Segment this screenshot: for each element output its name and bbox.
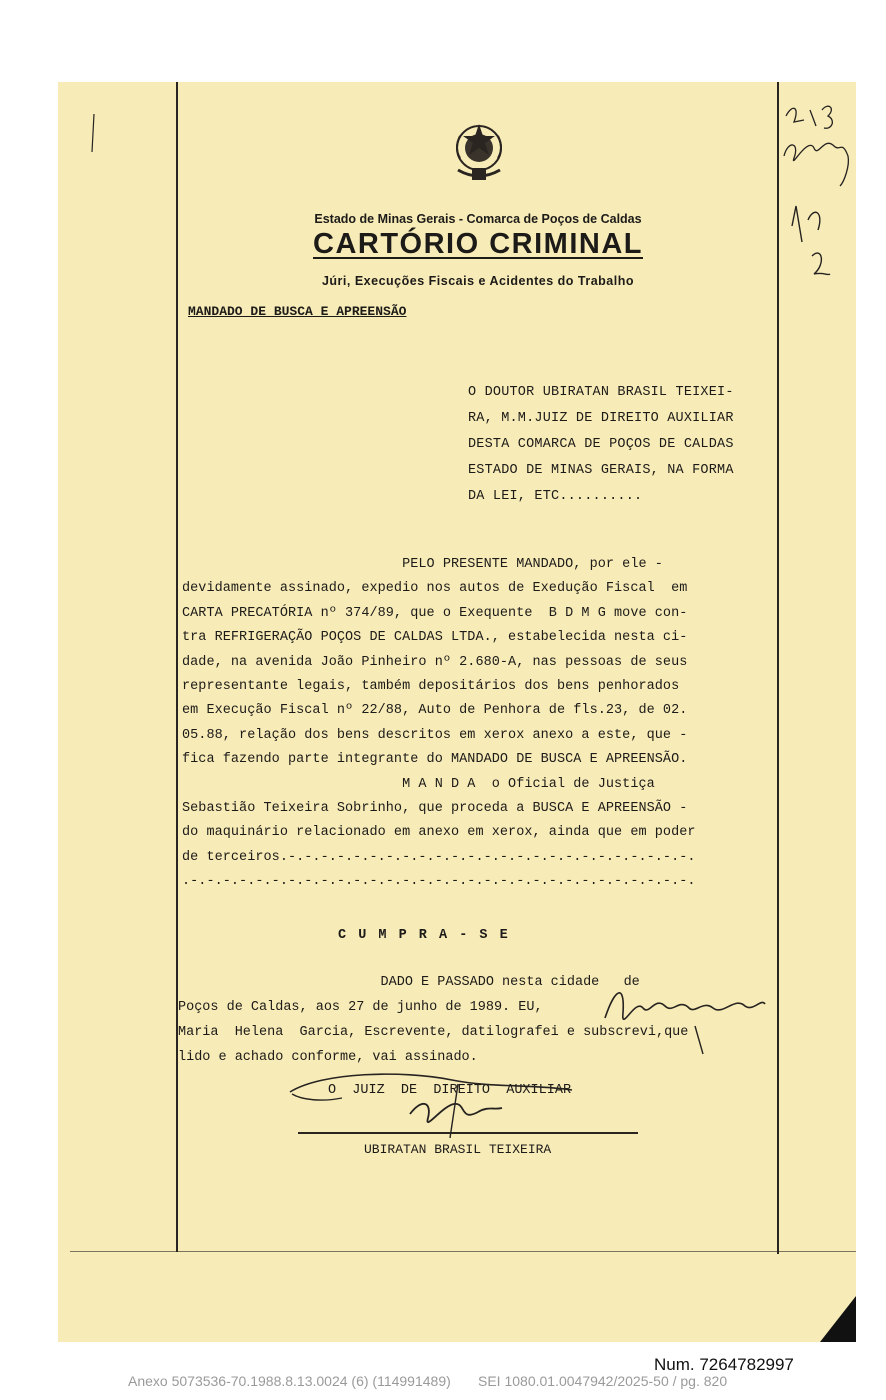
document-reference: Anexo 5073536-70.1988.8.13.0024 (6) (114991489) SEI 1080.01.0047942/2025-50 / pg. 820 (128, 1373, 728, 1389)
coat-of-arms-icon (450, 118, 508, 188)
closing-text: DADO E PASSADO nesta cidade de Poços de Caldas, aos 27 de junho de 1989. EU, Maria Helena Garcia, Escrevente, datilografei e subscrevi,que lido e achado conforme, vai assinado. (178, 975, 689, 1065)
scrivener-signature-icon (595, 978, 771, 1058)
page-corner-fold-icon (820, 1296, 856, 1342)
document-number: Num. 7264782997 (654, 1355, 794, 1374)
margin-mark-icon (86, 112, 102, 156)
cumpra-se-text: C U M P R A - S E (338, 928, 510, 943)
preamble-text: O DOUTOR UBIRATAN BRASIL TEIXEI- RA, M.M.JUIZ DE DIREITO AUXILIAR DESTA COMARCA DE POÇOS DE CALDAS ESTADO DE MINAS GERAIS, NA FORMA DA LEI, ETC.......... (468, 385, 734, 504)
judge-title-label: O JUIZ DE DIREITO AUXILIAR (328, 1083, 572, 1098)
body-text: PELO PRESENTE MANDADO, por ele - devidamente assinado, expedio nos autos de Exedução Fiscal em CARTA PRECATÓRIA nº 374/89, que o Exequente B D M G move con- tra REFRIGERAÇÃO POÇOS DE CALDAS LTDA., estabelecida nesta ci- dade, na avenida João Pinheiro nº 2.680-A, nas pessoas de seus representante legais, também depositários dos bens penhorados em Execução Fiscal nº 22/88, Auto de Penhora de fls.23, de 02. 05.88, relação dos bens descritos em xerox anexo a este, que - fica fazendo parte integrante do MANDADO DE BUSCA E APREENSÃO. M A N D A o Oficial de Justiça Sebastião Teixeira Sobrinho, que proceda a BUSCA E APREENSÃO - do maquinário relacionado em anexo em xerox, ainda que em poder de terceiros.-.-.-.-.-.-.-.-.-.-.-.-.-.-.-.-.-.-.-.-.-.-.-.-.-. .-.-.-.-.-.-.-.-.-.-.-.-.-.-.-.-.-.-.-.-.-.-.-.-.-.-.-.-.-.-.-. (182, 557, 696, 890)
margin-handwritten-note-icon (778, 96, 858, 296)
judge-name: UBIRATAN BRASIL TEIXEIRA (364, 1142, 552, 1157)
judge-signature-icon (282, 1062, 582, 1140)
state-line: Estado de Minas Gerais - Comarca de Poços de Caldas (314, 212, 642, 226)
bottom-rule (70, 1251, 856, 1252)
office-subtitle: Júri, Execuções Fiscais e Acidentes do Trabalho (321, 274, 635, 288)
document-title: MANDADO DE BUSCA E APREENSÃO (188, 304, 407, 319)
office-title: CARTÓRIO CRIMINAL (313, 228, 643, 260)
